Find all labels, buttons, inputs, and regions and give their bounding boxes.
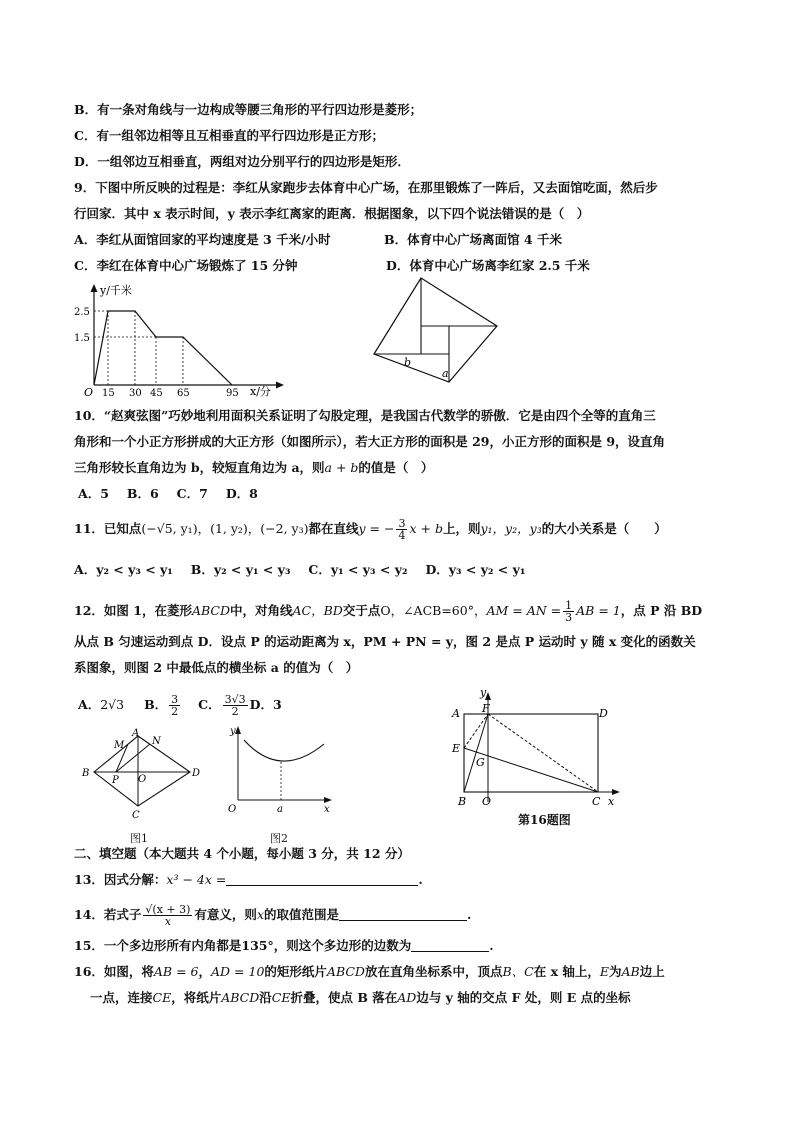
q11-options — [74, 562, 543, 578]
q9-origin-label: O — [84, 386, 94, 399]
q15-text: 15．一个多边形所有内角都是135°，则这个多边形的边数为 — [74, 938, 412, 953]
q14-mid: 有意义，则 — [194, 907, 257, 922]
q12-l1-post: ，点 P 沿 BD — [620, 603, 703, 618]
q12-l1-eq2: AB = 1 — [576, 603, 621, 618]
fig16-label-F: F — [482, 702, 490, 715]
q16-fig-caption: 第16题图 — [518, 813, 571, 827]
q10-option-b: B．6 — [126, 486, 159, 501]
q14-answer-blank[interactable] — [339, 908, 467, 921]
fig1-label-C: C — [132, 810, 140, 821]
fig16-label-D: D — [599, 707, 608, 720]
q12-l1-o: O，∠ACB=60°， — [380, 603, 487, 618]
q16-line1 — [74, 964, 665, 980]
q11-line-rhs: x + b — [409, 521, 443, 536]
fig16-label-G: G — [476, 756, 485, 769]
q12-option-a-value: 2√3 — [100, 697, 125, 712]
q14-num: √(x + 3) — [145, 903, 191, 916]
q14-den: x — [164, 915, 172, 928]
q12-l1-eq: AM = AN = — [486, 603, 562, 618]
q12-opt-c-den: 2 — [231, 705, 239, 718]
q10-line2: 角形和一个小正方形拼成的大正方形（如图所示），若大正方形的面积是 29，小正方形的面积是 9，设直角 — [74, 434, 666, 449]
q11-points: (−√5, y₁)，(1, y₂)，(−2, y₃) — [141, 521, 309, 536]
q11-frac-num: 3 — [398, 517, 406, 530]
q9-y-tick: 2.5 — [74, 307, 90, 318]
q16-l1-sep: ， — [198, 964, 212, 979]
option-c-text: C．有一组邻边相等且互相垂直的平行四边形是正方形； — [74, 128, 384, 143]
fig16-label-y: y — [480, 686, 487, 699]
fig1-label-M: M — [114, 740, 125, 751]
q10-chord-diagram — [372, 276, 502, 386]
q16-l1-ab2: AB — [621, 964, 640, 979]
q12-option-b-label: B． — [144, 697, 168, 712]
q10-line3-pre: 三角形较长直角边为 b，较短直角边为 a，则 — [74, 460, 325, 475]
q16-l2-mid2: 沿 — [259, 990, 272, 1005]
q15-end: . — [489, 938, 494, 953]
option-b-text: B．有一条对角线与一边构成等腰三角形的平行四边形是菱形； — [74, 102, 423, 117]
q9-option-c: C．李红在体育中心广场锻炼了 15 分钟 — [74, 258, 298, 273]
q10-option-d: D．8 — [225, 486, 258, 501]
q11-mid: 都在直线 — [308, 521, 359, 536]
q16-l1-ab: AB = 6 — [153, 964, 199, 979]
fig2-label-x: x — [324, 804, 330, 815]
q9-distance-time-graph — [70, 280, 290, 400]
q12-l1-mid: 中，对角线 — [229, 603, 293, 618]
q11-option-c: C．y₁ < y₃ < y₂ — [308, 562, 408, 577]
q16-l1-ad: AD = 10 — [211, 964, 265, 979]
q12-options — [78, 694, 282, 717]
q12-opt-b-den: 2 — [171, 705, 179, 718]
fig16-label-A: A — [452, 707, 460, 720]
fig1-label-D: D — [192, 768, 201, 779]
q16-l1-post: 放在直角坐标系中，顶点 — [364, 964, 503, 979]
q13-answer-blank[interactable] — [226, 873, 418, 886]
option-d-text: D．一组邻边互相垂直，两组对边分别平行的四边形是矩形． — [74, 154, 410, 169]
q11-post: 上，则 — [442, 521, 481, 536]
q16-l1-pre: 16．如图，将 — [74, 964, 154, 979]
q12-option-a-label: A． — [78, 697, 101, 712]
q12-frac-den: 3 — [565, 611, 573, 624]
q11-stem — [74, 518, 667, 541]
fig16-label-C: C — [592, 795, 601, 808]
q12-opt-b-num: 3 — [171, 693, 179, 706]
q16-l1-post2: 在 x 轴上， — [533, 964, 600, 979]
section2-title: 二、填空题（本大题共 4 个小题，每小题 3 分，共 12 分） — [74, 846, 410, 861]
q12-option-c-fraction — [223, 694, 248, 717]
q12-l1-pre: 12．如图 1，在菱形 — [74, 603, 192, 618]
fig2-label-O: O — [228, 804, 237, 815]
fig1-label-P: P — [112, 775, 119, 786]
q15-line — [74, 938, 494, 954]
q9-y-tick: 1.5 — [74, 333, 90, 344]
q9-option-d: D．体育中心广场离李红家 2.5 千米 — [386, 258, 590, 273]
q9-option-a: A．李红从面馆回家的平均速度是 3 千米/小时 — [74, 232, 331, 247]
q14-fraction — [143, 904, 192, 927]
q11-vars: y₁，y₂，y₃ — [480, 521, 542, 536]
q12-l1-mid2: 交于点 — [342, 603, 381, 618]
q16-l1-post3: 为 — [609, 964, 622, 979]
q10-line1: 10．“赵爽弦图”巧妙地利用面积关系证明了勾股定理，是我国古代数学的骄傲．它是由四个全等的直角三 — [74, 408, 656, 423]
q12-option-c-label: C． — [198, 697, 221, 712]
q13-post: . — [418, 872, 423, 887]
q11-pre: 11．已知点 — [74, 521, 142, 536]
q9-x-tick: 95 — [226, 388, 239, 399]
q9-x-tick: 45 — [150, 388, 163, 399]
fig16-label-O: O — [482, 795, 492, 808]
q16-l1-bc: B、C — [502, 964, 534, 979]
q12-line2: 从点 B 匀速运动到点 D．设点 P 的运动距离为 x，PM + PN = y，图 2 是点 P 运动时 y 随 x 变化的函数关 — [74, 634, 696, 649]
q14-end: . — [467, 907, 472, 922]
q13-line — [74, 872, 423, 888]
q16-rectangle-figure — [448, 686, 623, 811]
q16-line2 — [90, 990, 631, 1006]
q10-option-c: C．7 — [176, 486, 208, 501]
q13-pre: 13．因式分解： — [74, 872, 167, 887]
q11-tail: 的大小关系是（ ） — [541, 521, 667, 536]
q9-x-tick: 30 — [129, 388, 142, 399]
q12-option-d: D．3 — [249, 697, 282, 712]
q15-answer-blank[interactable] — [411, 939, 489, 952]
q12-fig1-caption: 图1 — [130, 832, 148, 845]
q16-l2-post: 边与 y 轴的交点 F 处，则 E 点的坐标 — [416, 990, 631, 1005]
q16-l2-abcd: ABCD — [221, 990, 260, 1005]
q10-options — [78, 486, 276, 502]
q9-x-tick: 15 — [102, 388, 115, 399]
fig1-label-A: A — [132, 728, 140, 739]
q16-l2-ce: CE — [152, 990, 172, 1005]
q9-x-tick: 65 — [177, 388, 190, 399]
q12-line3: 系图象，则图 2 中最低点的横坐标 a 的值为（ ） — [74, 660, 359, 675]
q11-option-a: A．y₂ < y₃ < y₁ — [74, 562, 173, 577]
fig1-label-O: O — [138, 774, 147, 785]
q12-l1-abcd: ABCD — [191, 603, 230, 618]
q10-label-a: a — [442, 367, 449, 380]
q9-option-b: B．体育中心广场离面馆 4 千米 — [384, 232, 562, 247]
q16-l1-abcd: ABCD — [326, 964, 365, 979]
q12-l1-diag: AC，BD — [292, 603, 343, 618]
q16-l2-ce2: CE — [271, 990, 291, 1005]
q12-fig2-graph — [210, 720, 340, 820]
q9-line2: 行回家．其中 x 表示时间，y 表示李红离家的距离．根据图象，以下四个说法错误的是（ ） — [74, 206, 590, 221]
fig1-label-B: B — [82, 768, 90, 779]
q11-slope-fraction — [396, 518, 407, 541]
q14-var: x — [256, 907, 264, 922]
q10-expression: a + b — [324, 460, 359, 475]
q16-l1-e: E — [599, 964, 610, 979]
q12-fig1-rhombus — [76, 728, 206, 828]
q11-line-lhs: y = − — [358, 521, 395, 536]
q9-x-axis-label: x/分 — [250, 385, 271, 398]
fig1-label-N: N — [152, 736, 161, 747]
q16-l2-ad: AD — [397, 990, 417, 1005]
q12-fig2-caption: 图2 — [270, 832, 288, 845]
fig2-label-y: y — [230, 726, 236, 737]
q13-expression: x³ − 4x = — [166, 872, 227, 887]
q14-line — [74, 904, 471, 927]
fig2-label-a: a — [277, 804, 283, 815]
q11-frac-den: 4 — [398, 529, 406, 542]
q11-option-b: B．y₂ < y₁ < y₃ — [190, 562, 291, 577]
fig16-label-E: E — [452, 742, 461, 755]
q16-l1-end: 边上 — [639, 964, 665, 979]
q16-l2-mid: ，将纸片 — [171, 990, 222, 1005]
q14-pre: 14．若式子 — [74, 907, 142, 922]
q9-y-axis-label: y/千米 — [100, 284, 132, 297]
q12-option-b-fraction — [169, 694, 180, 717]
q12-opt-c-num: 3√3 — [224, 693, 246, 706]
q10-line3 — [74, 460, 433, 476]
q11-option-d: D．y₃ < y₂ < y₁ — [425, 562, 526, 577]
q10-line3-post: 的值是（ ） — [358, 460, 434, 475]
q9-line1: 9．下图中所反映的过程是：李红从家跑步去体育中心广场，在那里锻炼了一阵后，又去面馆吃面，然后步 — [74, 180, 658, 195]
q12-fraction — [563, 600, 574, 623]
fig16-label-x: x — [608, 795, 615, 808]
q16-l1-mid: 的矩形纸片 — [264, 964, 327, 979]
q10-label-b: b — [404, 356, 412, 369]
q12-frac-num: 1 — [565, 599, 573, 612]
q16-l2-mid3: 折叠，使点 B 落在 — [290, 990, 398, 1005]
fig16-label-B: B — [458, 795, 467, 808]
q16-l2-pre: 一点，连接 — [90, 990, 153, 1005]
q12-line1 — [74, 600, 702, 623]
q10-option-a: A．5 — [78, 486, 109, 501]
q14-post: 的取值范围是 — [264, 907, 340, 922]
